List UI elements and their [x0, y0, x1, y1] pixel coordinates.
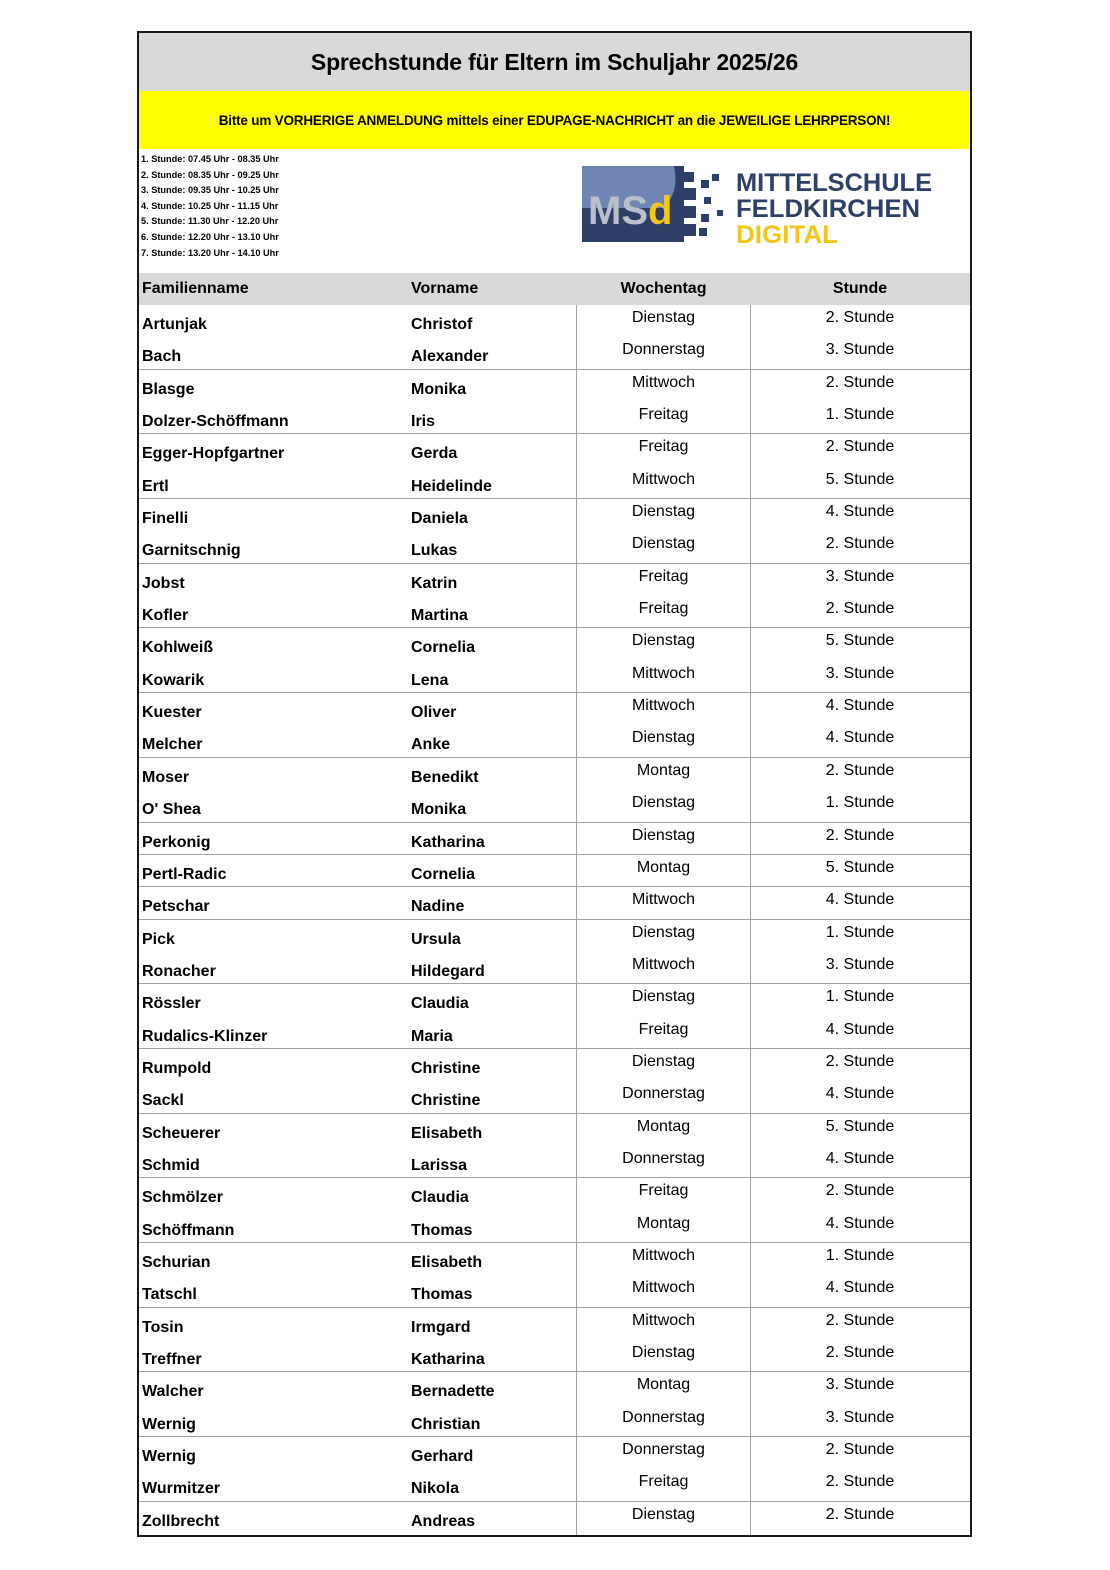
cell-stunde: 2. Stunde [825, 1052, 895, 1070]
table-row [139, 305, 970, 337]
cell-wochentag: Montag [636, 1214, 691, 1232]
table-row [139, 725, 970, 757]
cell-wochentag: Freitag [638, 600, 689, 618]
cell-stunde: 4. Stunde [825, 1085, 895, 1103]
cell-vorname: Cornelia [411, 865, 476, 883]
table-row [139, 337, 970, 369]
cell-vorname: Anke [411, 736, 451, 754]
cell-familienname: Tatschl [142, 1286, 197, 1304]
cell-vorname: Monika [411, 380, 467, 398]
table-body [139, 305, 970, 1534]
cell-stunde: 1. Stunde [825, 923, 895, 941]
cell-familienname: Walcher [142, 1383, 204, 1401]
cell-stunde: 5. Stunde [825, 1117, 895, 1135]
cell-familienname: Egger-Hopfgartner [142, 445, 285, 463]
table-row [139, 790, 970, 822]
cell-vorname: Bernadette [411, 1383, 495, 1401]
cell-vorname: Katrin [411, 574, 458, 592]
logo-line-3: DIGITAL [736, 221, 838, 244]
cell-stunde: 3. Stunde [825, 955, 895, 973]
cell-wochentag: Mittwoch [631, 373, 696, 391]
cell-familienname: Ronacher [142, 962, 216, 980]
lesson-time-item: 1. Stunde: 07.45 Uhr - 08.35 Uhr [141, 154, 279, 164]
cell-stunde: 2. Stunde [825, 309, 895, 326]
cell-vorname: Ursula [411, 930, 461, 948]
table-row [139, 1146, 970, 1178]
cell-stunde: 2. Stunde [825, 373, 895, 391]
cell-wochentag: Dienstag [631, 988, 696, 1006]
table-row [139, 1275, 970, 1307]
table-row [139, 1308, 970, 1340]
cell-familienname: O' Shea [142, 801, 201, 819]
cell-vorname: Elisabeth [411, 1124, 483, 1142]
table-row [139, 758, 970, 790]
cell-familienname: Pick [142, 930, 175, 948]
cell-stunde: 4. Stunde [825, 1279, 895, 1297]
cell-wochentag: Mittwoch [631, 1246, 696, 1264]
cell-familienname: Artunjak [142, 316, 207, 333]
cell-stunde: 2. Stunde [825, 1473, 895, 1491]
table-row [139, 1211, 970, 1243]
cell-familienname: Blasge [142, 380, 195, 398]
cell-vorname: Alexander [411, 348, 489, 366]
cell-vorname: Larissa [411, 1156, 468, 1174]
cell-familienname: Kuester [142, 704, 202, 722]
cell-familienname: Dolzer-Schöffmann [142, 413, 289, 431]
cell-stunde: 3. Stunde [825, 1408, 895, 1426]
cell-stunde: 2. Stunde [825, 1182, 895, 1200]
table-row [139, 693, 970, 725]
cell-familienname: Melcher [142, 736, 203, 754]
cell-stunde: 4. Stunde [825, 1214, 895, 1232]
cell-stunde: 4. Stunde [825, 503, 895, 521]
cell-vorname: Nikola [411, 1480, 460, 1498]
cell-wochentag: Freitag [638, 406, 689, 424]
cell-familienname: Rudalics-Klinzer [142, 1027, 268, 1045]
cell-familienname: Wurmitzer [142, 1480, 220, 1498]
table-row [139, 661, 970, 693]
logo-line-2: FELDKIRCHEN [736, 195, 920, 223]
cell-wochentag: Donnerstag [622, 1149, 705, 1167]
cell-wochentag: Montag [636, 761, 691, 779]
logo-mark-ms: MS [588, 189, 648, 233]
lesson-times-list [141, 152, 341, 261]
cell-wochentag: Dienstag [631, 729, 696, 747]
cell-wochentag: Mittwoch [631, 955, 696, 973]
cell-vorname: Benedikt [411, 768, 479, 786]
table-row [139, 1437, 970, 1469]
lesson-time-item: 4. Stunde: 10.25 Uhr - 11.15 Uhr [141, 200, 279, 211]
school-logo [582, 164, 942, 244]
cell-wochentag: Dienstag [631, 1052, 696, 1070]
cell-stunde: 5. Stunde [825, 632, 895, 650]
cell-wochentag: Dienstag [631, 794, 696, 812]
cell-vorname: Gerhard [411, 1448, 474, 1466]
cell-familienname: Bach [142, 348, 182, 366]
cell-vorname: Daniela [411, 510, 468, 528]
cell-wochentag: Freitag [638, 1020, 689, 1038]
table-row [139, 434, 970, 466]
cell-wochentag: Mittwoch [631, 891, 696, 909]
table-row [139, 1405, 970, 1437]
lesson-time-item: 6. Stunde: 12.20 Uhr - 13.10 Uhr [141, 231, 279, 242]
cell-familienname: Zollbrecht [142, 1512, 220, 1530]
cell-familienname: Wernig [142, 1448, 196, 1466]
registration-notice: Bitte um VORHERIGE ANMELDUNG mittels einer EDUPAGE-NACHRICHT an die JEWEILIGE LEHRPERSON! [139, 91, 970, 149]
cell-stunde: 4. Stunde [825, 1020, 895, 1038]
cell-vorname: Monika [411, 801, 467, 819]
lesson-time-item: 3. Stunde: 09.35 Uhr - 10.25 Uhr [141, 185, 279, 196]
table-row [139, 1340, 970, 1372]
cell-stunde: 5. Stunde [825, 858, 895, 876]
header-vorname: Vorname [411, 280, 479, 297]
cell-wochentag: Mittwoch [631, 664, 696, 682]
cell-vorname: Christine [411, 1059, 481, 1077]
cell-stunde: 2. Stunde [825, 826, 895, 844]
logo-mark-d: d [648, 189, 673, 233]
cell-familienname: Schmölzer [142, 1189, 223, 1207]
cell-wochentag: Freitag [638, 1182, 689, 1200]
cell-wochentag: Dienstag [631, 632, 696, 650]
cell-familienname: Kowarik [142, 671, 205, 689]
table-header [139, 273, 970, 305]
cell-familienname: Sackl [142, 1092, 184, 1110]
cell-familienname: Moser [142, 768, 190, 786]
header-wochentag: Wochentag [620, 280, 707, 297]
page-title: Sprechstunde für Eltern im Schuljahr 2025/26 [139, 33, 970, 91]
cell-vorname: Katharina [411, 833, 485, 851]
cell-stunde: 2. Stunde [825, 535, 895, 553]
table-row [139, 1469, 970, 1501]
document-sheet [137, 31, 972, 1537]
cell-vorname: Maria [411, 1027, 453, 1045]
cell-wochentag: Mittwoch [631, 1311, 696, 1329]
cell-stunde: 2. Stunde [825, 1311, 895, 1329]
cell-vorname: Elisabeth [411, 1253, 483, 1271]
table-row [139, 1017, 970, 1049]
cell-familienname: Schöffmann [142, 1221, 235, 1239]
cell-wochentag: Montag [636, 1376, 691, 1394]
cell-vorname: Christine [411, 1092, 481, 1110]
cell-stunde: 4. Stunde [825, 697, 895, 715]
table-row [139, 952, 970, 984]
lesson-time-item: 5. Stunde: 11.30 Uhr - 12.20 Uhr [141, 216, 279, 227]
cell-stunde: 5. Stunde [825, 470, 895, 488]
table-row [139, 887, 970, 919]
cell-vorname: Christof [411, 316, 473, 333]
cell-vorname: Claudia [411, 1189, 469, 1207]
cell-stunde: 1. Stunde [825, 1246, 895, 1264]
cell-wochentag: Montag [636, 858, 691, 876]
header-stunde: Stunde [832, 280, 888, 297]
cell-stunde: 4. Stunde [825, 729, 895, 747]
table-row [139, 628, 970, 660]
cell-familienname: Rössler [142, 995, 201, 1013]
cell-vorname: Claudia [411, 995, 469, 1013]
cell-familienname: Pertl-Radic [142, 865, 227, 883]
cell-vorname: Andreas [411, 1512, 476, 1530]
table-row [139, 402, 970, 434]
cell-wochentag: Dienstag [631, 1344, 696, 1361]
cell-vorname: Gerda [411, 445, 458, 463]
header-familienname: Familienname [142, 280, 249, 297]
cell-stunde: 4. Stunde [825, 891, 895, 909]
cell-stunde: 1. Stunde [825, 406, 895, 424]
cell-wochentag: Dienstag [631, 826, 696, 844]
cell-vorname: Thomas [411, 1221, 473, 1239]
logo-line-1: MITTELSCHULE [736, 169, 932, 197]
lesson-time-item: 2. Stunde: 08.35 Uhr - 09.25 Uhr [141, 169, 279, 180]
cell-vorname: Oliver [411, 704, 457, 722]
cell-familienname: Ertl [142, 477, 169, 495]
cell-vorname: Martina [411, 607, 468, 625]
cell-vorname: Iris [411, 413, 436, 431]
cell-stunde: 1. Stunde [825, 794, 895, 812]
cell-vorname: Irmgard [411, 1318, 471, 1336]
cell-familienname: Jobst [142, 574, 185, 592]
cell-vorname: Katharina [411, 1351, 485, 1368]
table-row [139, 823, 970, 855]
cell-familienname: Scheuerer [142, 1124, 221, 1142]
cell-familienname: Schmid [142, 1156, 200, 1174]
table-row [139, 1372, 970, 1404]
cell-stunde: 3. Stunde [825, 341, 895, 359]
cell-wochentag: Dienstag [631, 503, 696, 521]
cell-wochentag: Donnerstag [622, 341, 705, 359]
table-row [139, 984, 970, 1016]
table-row [139, 1049, 970, 1081]
table-row [139, 1502, 970, 1534]
cell-familienname: Petschar [142, 898, 210, 916]
table-row [139, 855, 970, 887]
cell-stunde: 2. Stunde [825, 761, 895, 779]
cell-stunde: 4. Stunde [825, 1149, 895, 1167]
cell-vorname: Lukas [411, 542, 458, 560]
table-row [139, 1114, 970, 1146]
cell-wochentag: Donnerstag [622, 1441, 705, 1459]
cell-wochentag: Donnerstag [622, 1085, 705, 1103]
cell-wochentag: Freitag [638, 567, 689, 585]
cell-stunde: 3. Stunde [825, 1376, 895, 1394]
table-row [139, 499, 970, 531]
cell-familienname: Rumpold [142, 1059, 212, 1077]
cell-familienname: Finelli [142, 510, 189, 528]
cell-wochentag: Mittwoch [631, 697, 696, 715]
table-row [139, 531, 970, 563]
cell-stunde: 2. Stunde [825, 1441, 895, 1459]
cell-wochentag: Mittwoch [631, 470, 696, 488]
table-row [139, 370, 970, 402]
cell-vorname: Lena [411, 671, 449, 689]
cell-vorname: Thomas [411, 1286, 473, 1304]
cell-familienname: Tosin [142, 1318, 184, 1336]
cell-wochentag: Dienstag [631, 923, 696, 941]
table-row [139, 596, 970, 628]
cell-stunde: 2. Stunde [825, 438, 895, 456]
table-row [139, 564, 970, 596]
table-row [139, 1243, 970, 1275]
cell-wochentag: Freitag [638, 1473, 689, 1491]
cell-wochentag: Montag [636, 1117, 691, 1135]
cell-stunde: 2. Stunde [825, 1505, 895, 1523]
cell-familienname: Kofler [142, 607, 189, 625]
cell-wochentag: Dienstag [631, 309, 696, 326]
cell-stunde: 3. Stunde [825, 567, 895, 585]
cell-vorname: Heidelinde [411, 477, 492, 495]
cell-stunde: 1. Stunde [825, 988, 895, 1006]
cell-familienname: Perkonig [142, 833, 211, 851]
cell-familienname: Kohlweiß [142, 639, 214, 657]
cell-vorname: Christian [411, 1415, 481, 1433]
cell-vorname: Hildegard [411, 962, 485, 980]
cell-wochentag: Dienstag [631, 535, 696, 553]
cell-vorname: Nadine [411, 898, 465, 916]
table-row [139, 1178, 970, 1210]
cell-stunde: 3. Stunde [825, 664, 895, 682]
cell-wochentag: Mittwoch [631, 1279, 696, 1297]
cell-wochentag: Dienstag [631, 1505, 696, 1523]
cell-stunde: 2. Stunde [825, 600, 895, 618]
cell-familienname: Garnitschnig [142, 542, 241, 560]
lesson-time-item: 7. Stunde: 13.20 Uhr - 14.10 Uhr [141, 247, 279, 258]
cell-stunde: 2. Stunde [825, 1344, 895, 1361]
table-row [139, 1081, 970, 1113]
cell-vorname: Cornelia [411, 639, 476, 657]
table-row [139, 467, 970, 499]
cell-familienname: Schurian [142, 1253, 211, 1271]
cell-wochentag: Donnerstag [622, 1408, 705, 1426]
cell-familienname: Treffner [142, 1351, 202, 1368]
table-row [139, 920, 970, 952]
cell-familienname: Wernig [142, 1415, 196, 1433]
cell-wochentag: Freitag [638, 438, 689, 456]
